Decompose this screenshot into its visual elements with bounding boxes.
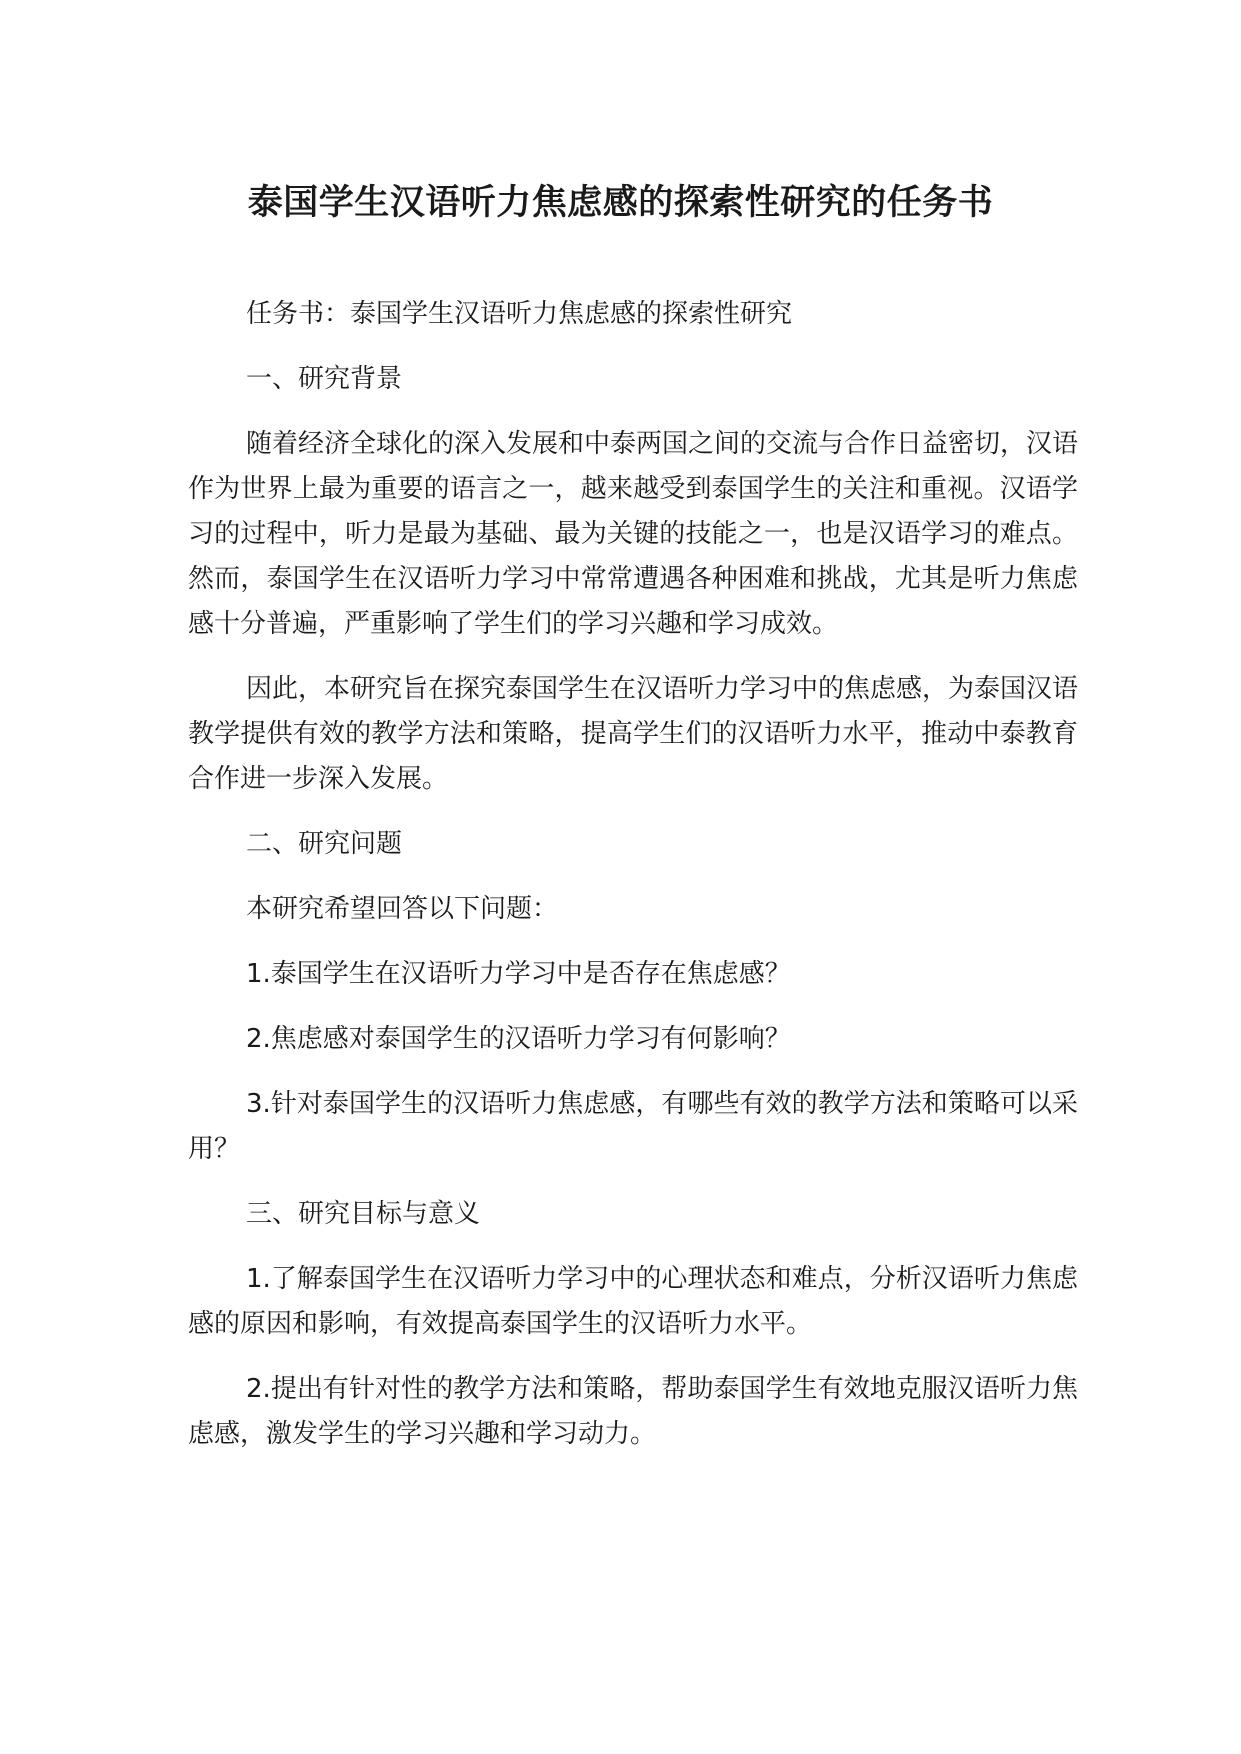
section-heading-questions: 二、研究问题: [246, 829, 403, 859]
document-title: 泰国学生汉语听力焦虑感的探索性研究的任务书: [247, 183, 994, 223]
question-item-3: 3.针对泰国学生的汉语听力焦虑感，有哪些有效的教学方法和策略可以采用？: [188, 1089, 1078, 1164]
goal-item-2: 2.提出有针对性的教学方法和策略，帮助泰国学生有效地克服汉语听力焦虑感，激发学生的学习兴趣和学习动力。: [188, 1374, 1078, 1449]
task-heading: 任务书：泰国学生汉语听力焦虑感的探索性研究: [246, 299, 793, 329]
question-item-1: 1.泰国学生在汉语听力学习中是否存在焦虑感？: [246, 959, 791, 989]
section-heading-goals: 三、研究目标与意义: [246, 1199, 481, 1229]
goal-item-1: 1.了解泰国学生在汉语听力学习中的心理状态和难点，分析汉语听力焦虑感的原因和影响，有效提高泰国学生的汉语听力水平。: [188, 1264, 1078, 1339]
background-paragraph-2: 因此，本研究旨在探究泰国学生在汉语听力学习中的焦虑感，为泰国汉语教学提供有效的教学方法和策略，提高学生们的汉语听力水平，推动中泰教育合作进一步深入发展。: [188, 674, 1079, 794]
section-heading-background: 一、研究背景: [246, 364, 403, 394]
question-item-2: 2.焦虑感对泰国学生的汉语听力学习有何影响？: [246, 1024, 791, 1054]
document-body: [188, 292, 1078, 1477]
background-paragraph-1: 随着经济全球化的深入发展和中泰两国之间的交流与合作日益密切，汉语作为世界上最为重要的语言之一，越来越受到泰国学生的关注和重视。汉语学习的过程中，听力是最为基础、最为关键的技能之一，也是汉语学习的难点。然而，泰国学生在汉语听力学习中常常遭遇各种困难和挑战，尤其是听力焦虑感十分普遍，严重影响了学生们的学习兴趣和学习成效。: [188, 429, 1079, 639]
questions-intro: 本研究希望回答以下问题：: [246, 894, 559, 924]
